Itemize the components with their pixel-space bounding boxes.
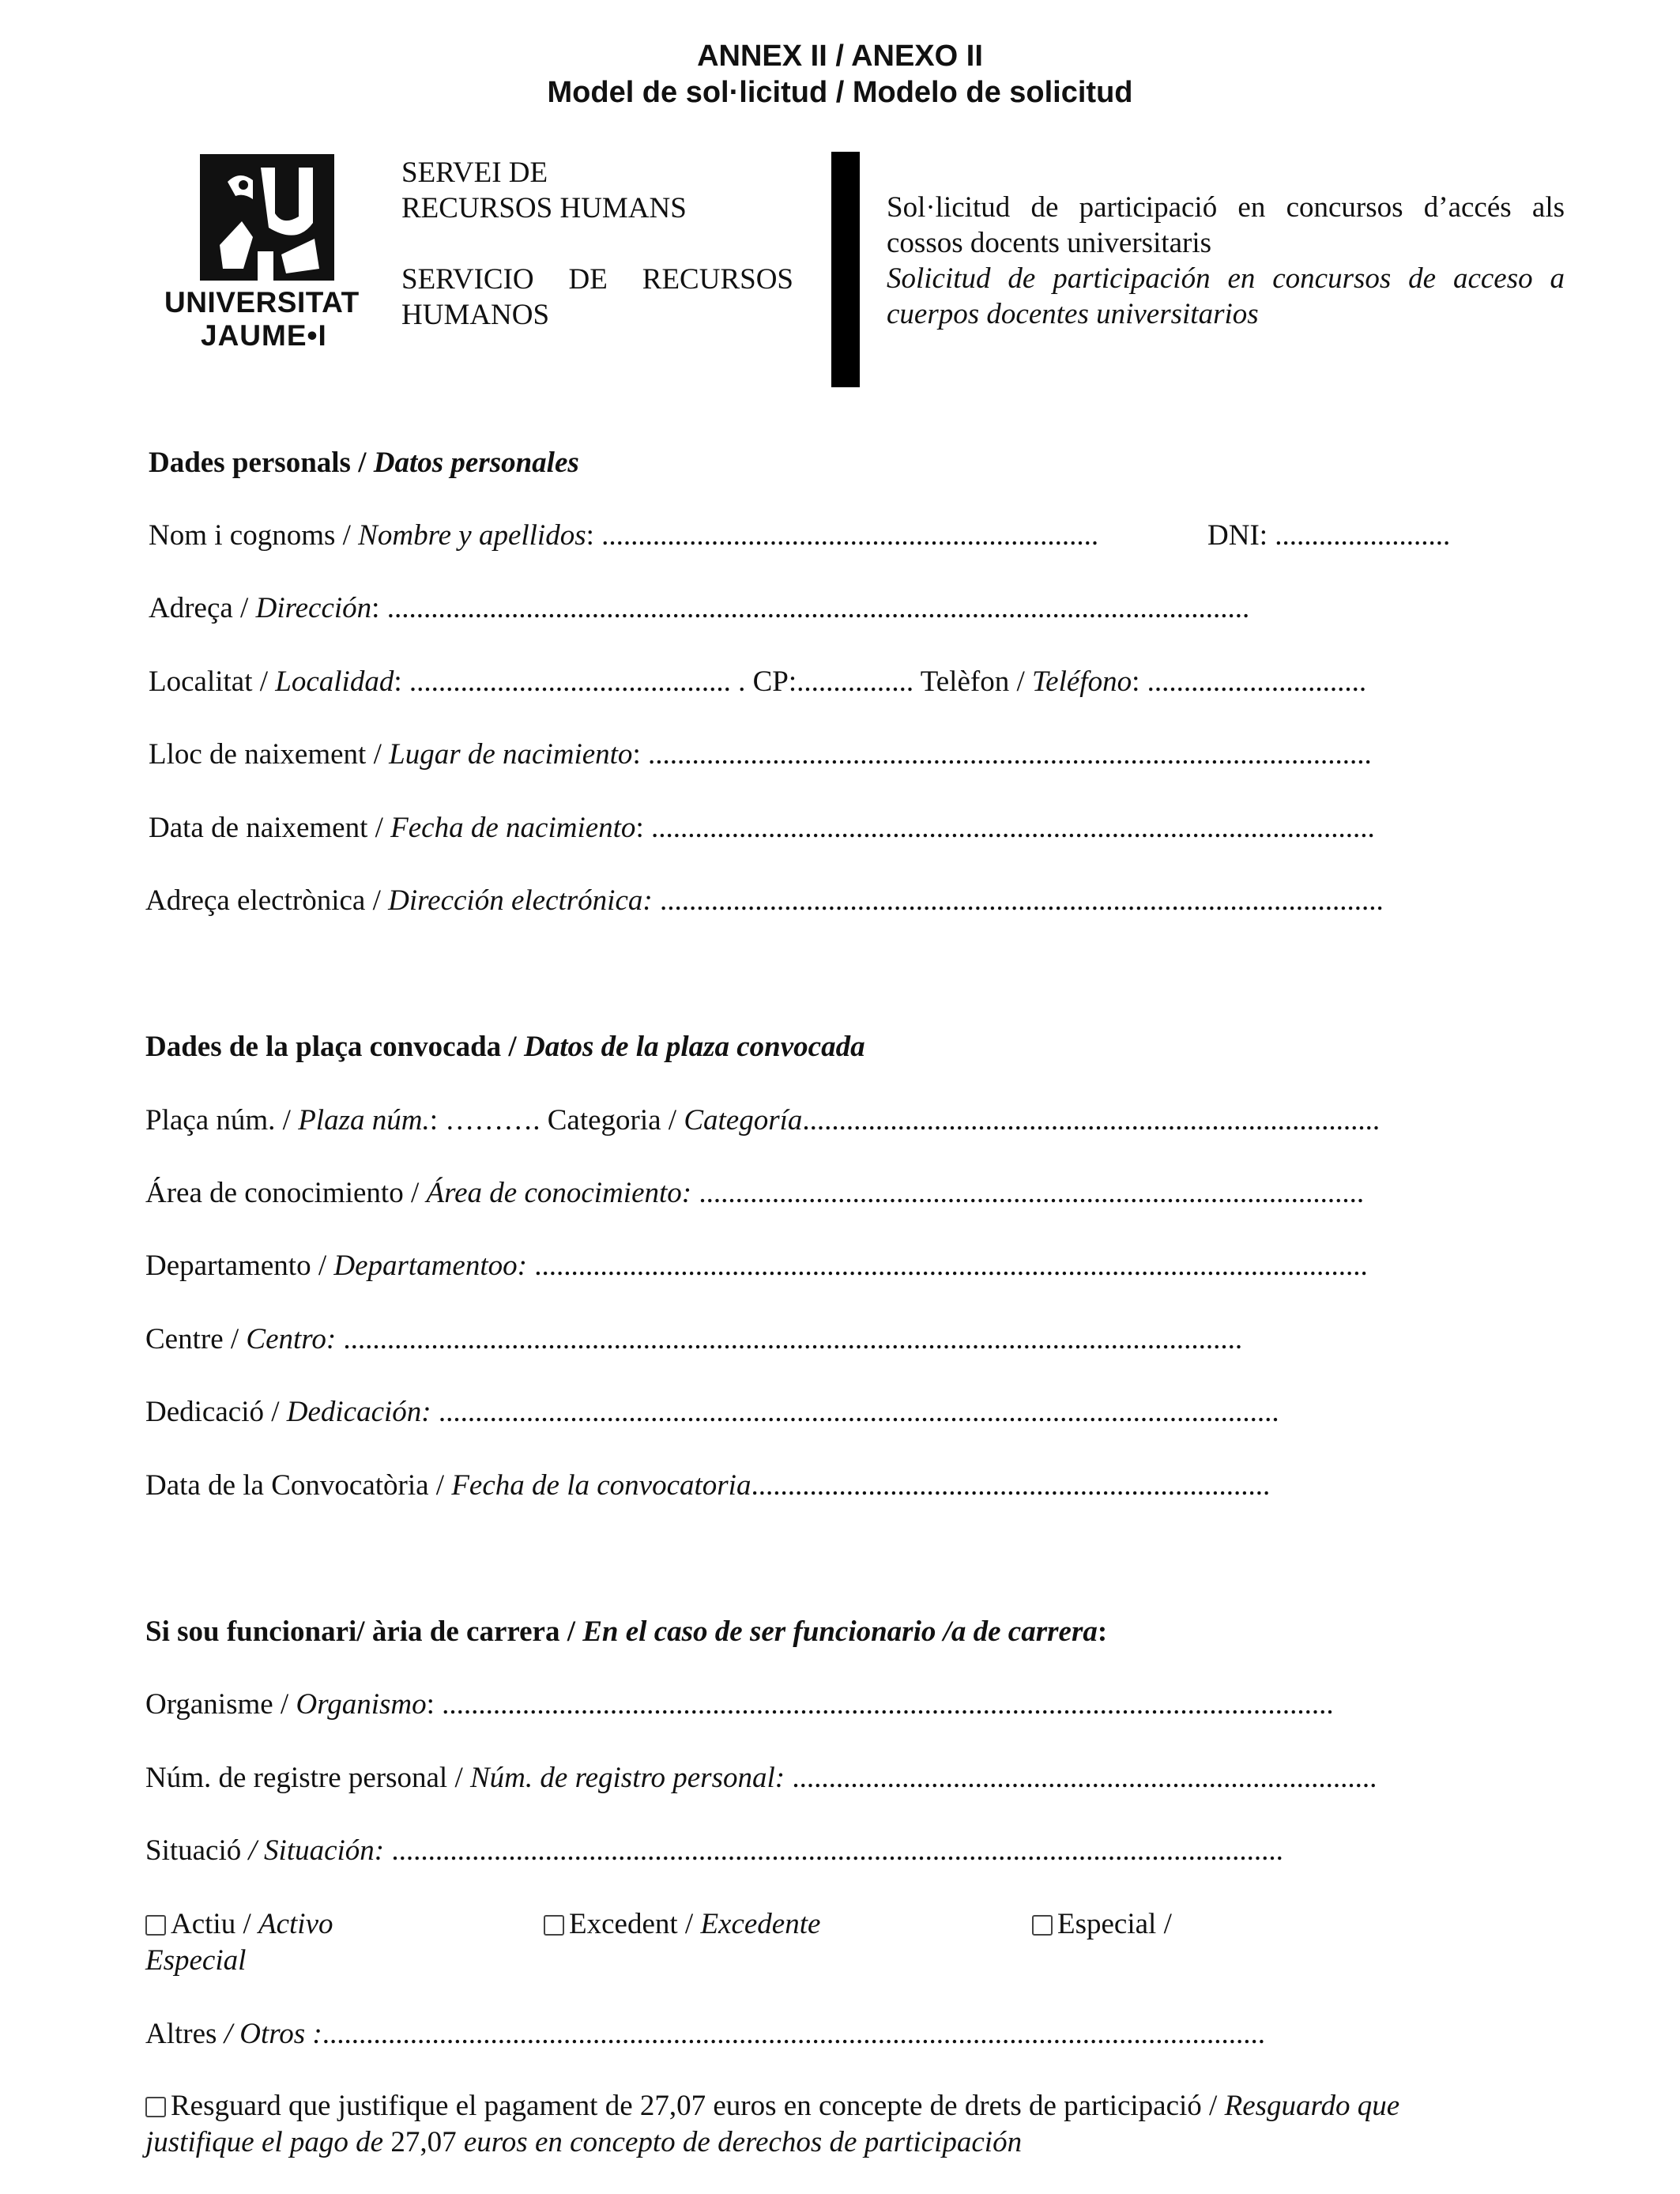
checkbox-excedent[interactable]: [544, 1915, 564, 1936]
knowledge-area-field[interactable]: Área de conocimiento / Área de conocimiento: ...........................................................................................: [145, 1177, 1365, 1209]
position-data-heading: Dades de la plaça convocada / Datos de la plaza convocada: [145, 1031, 865, 1063]
centre-field[interactable]: Centre / Centro: ...........................................................................................................................: [145, 1323, 1243, 1355]
dni-field[interactable]: DNI: ........................: [1207, 519, 1451, 552]
service-ca-line-2: RECURSOS HUMANS: [401, 192, 687, 224]
logo-line-2: JAUME•I: [201, 319, 327, 352]
civil-servant-heading: Si sou funcionari/ ària de carrera / En el caso de ser funcionario /a de carrera:: [145, 1615, 1108, 1648]
locality-cp-phone-field[interactable]: Localitat / Localidad: ............................................ . CP:................ Telèfon / Teléfono: ..............................: [149, 665, 1367, 698]
place-category-field[interactable]: Plaça núm. / Plaza núm.: ………. Categoria / Categoría...............................................................................: [145, 1104, 1381, 1137]
checkbox-active[interactable]: [145, 1915, 166, 1936]
request-es-line-1: Solicitud de participación en concursos de acceso a: [887, 262, 1565, 295]
checkbox-special[interactable]: [1032, 1915, 1053, 1936]
request-es-line-2: cuerpos docentes universitarios: [887, 298, 1259, 330]
department-field[interactable]: Departamento / Departamentoo: ..................................................................................................................: [145, 1250, 1368, 1282]
service-ca-line-1: SERVEI DE: [401, 156, 548, 189]
organism-field[interactable]: Organisme / Organismo: ..........................................................................................................................: [145, 1688, 1334, 1721]
option-special[interactable]: Especial /: [1032, 1906, 1172, 1943]
service-es-line-2: HUMANOS: [401, 299, 550, 331]
form-subtitle: Model de sol·licitud / Modelo de solicitud: [547, 76, 1133, 109]
registry-number-field[interactable]: Núm. de registre personal / Núm. de registro personal: ................................................................................: [145, 1762, 1377, 1794]
service-name: [401, 155, 793, 333]
address-field[interactable]: Adreça / Dirección: ......................................................................................................................: [149, 592, 1250, 624]
birthplace-field[interactable]: Lloc de naixement / Lugar de nacimiento: ...................................................................................................: [149, 738, 1372, 771]
service-es-line-1: SERVICIO DE RECURSOS: [401, 263, 793, 296]
logo-line-1: UNIVERSITAT: [164, 286, 360, 319]
request-description: [887, 190, 1565, 332]
checkbox-payment-receipt[interactable]: [145, 2097, 166, 2117]
situation-field[interactable]: Situació / Situación: ..........................................................................................................................: [145, 1834, 1283, 1867]
university-logo: [164, 150, 370, 364]
dedication-field[interactable]: Dedicació / Dedicación: ...................................................................................................................: [145, 1396, 1279, 1428]
payment-receipt-line-2: justifique el pago de 27,07 euros en concepto de derechos de participación: [145, 2126, 1023, 2158]
annex-title: ANNEX II / ANEXO II: [697, 40, 983, 73]
birthdate-field[interactable]: Data de naixement / Fecha de nacimiento: ...................................................................................................: [149, 812, 1375, 844]
request-ca-line-1: Sol·licitud de participació en concursos d’accés als: [887, 191, 1565, 224]
option-special-es: Especial: [145, 1944, 247, 1977]
payment-receipt-option[interactable]: Resguard que justifique el pagament de 27,07 euros en concepte de drets de participació / Resguardo que: [145, 2088, 1399, 2124]
others-field[interactable]: Altres / Otros :.................................................................................................................................: [145, 2018, 1265, 2050]
email-field[interactable]: Adreça electrònica / Dirección electrónica: ...................................................................................................: [145, 884, 1384, 917]
request-ca-line-2: cossos docents universitaris: [887, 227, 1212, 259]
name-field[interactable]: Nom i cognoms / Nombre y apellidos: ....................................................................: [149, 519, 1099, 552]
call-date-field[interactable]: Data de la Convocatòria / Fecha de la convocatoria.......................................................................: [145, 1469, 1271, 1502]
header-divider-bar: [831, 152, 860, 387]
personal-data-heading: Dades personals / Datos personales: [149, 447, 579, 479]
option-excedent[interactable]: Excedent / Excedente: [544, 1906, 820, 1943]
option-active[interactable]: Actiu / Activo: [145, 1906, 333, 1943]
